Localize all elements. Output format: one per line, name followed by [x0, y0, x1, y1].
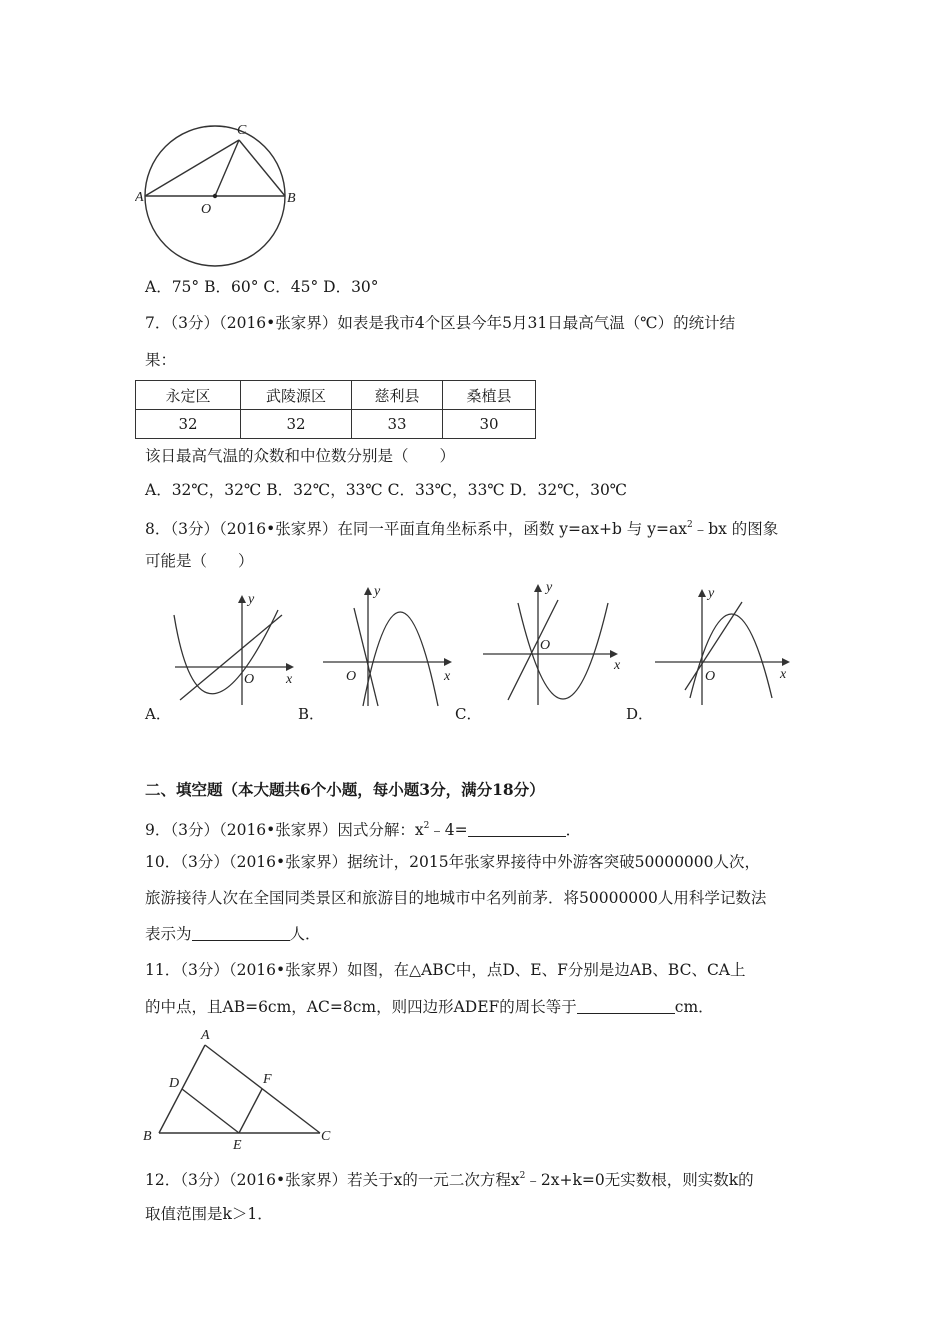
q11-line2: 的中点，且AB=6cm，AC=8cm，则四边形ADEF的周长等于 cm． — [145, 998, 714, 1016]
table-cell: 桑植县 — [443, 381, 536, 410]
q10-line3: 表示为 人． — [145, 925, 321, 943]
x-axis-label: x — [614, 658, 621, 673]
origin-label: O — [346, 669, 357, 684]
table-cell: 30 — [443, 410, 536, 439]
q12-line2: 取值范围是k＞1． — [145, 1205, 273, 1223]
point-b-label: B — [287, 191, 296, 206]
q12-line1: 12．（3分）（2016•张家界）若关于x的一元二次方程$x^2﹣2x+k=0$无实数根，则实数k的 — [145, 1171, 754, 1189]
graph-b — [318, 578, 468, 710]
table-cell: 32 — [136, 410, 241, 439]
graph-a — [160, 585, 310, 710]
point-b-label: B — [143, 1129, 152, 1144]
graph-d-label: D． — [626, 705, 654, 723]
graph-c-label: C． — [455, 705, 482, 723]
graph-b-label: B． — [298, 705, 325, 723]
point-o-label: O — [201, 202, 212, 217]
graph-a-label: A． — [145, 705, 171, 723]
temperature-table — [135, 380, 536, 439]
y-axis-label: y — [374, 584, 381, 599]
point-f-label: F — [263, 1072, 272, 1087]
point-d-label: D — [169, 1076, 180, 1091]
table-cell: 33 — [352, 410, 443, 439]
graph-d — [650, 580, 800, 710]
q10-line2: 旅游接待人次在全国同类景区和旅游目的地城市中名列前茅．将50000000人用科学记数法 — [145, 889, 767, 907]
q7-line1: 7．（3分）（2016•张家界）如表是我市4个区县今年5月31日最高气温（℃）的统计结 — [145, 314, 736, 332]
answer-blank[interactable] — [192, 940, 290, 941]
origin-label: O — [705, 669, 716, 684]
y-axis-label: y — [708, 586, 715, 601]
point-a-label: A — [201, 1028, 210, 1043]
answer-blank[interactable] — [468, 836, 566, 837]
table-row — [136, 410, 536, 439]
q11-line1: 11．（3分）（2016•张家界）如图，在△ABC中，点D、E、F分别是边AB、BC、CA上 — [145, 961, 746, 979]
q6-options: A．75° B．60° C．45° D．30° — [145, 278, 379, 296]
table-cell: 永定区 — [136, 381, 241, 410]
section-title: 二、填空题（本大题共6个小题，每小题3分，满分18分） — [145, 780, 545, 799]
y-axis-label: y — [248, 592, 255, 607]
point-c-label: C — [321, 1129, 331, 1144]
y-axis-label: y — [546, 580, 553, 595]
point-c-label: C — [237, 123, 247, 138]
q10-line1: 10．（3分）（2016•张家界）据统计，2015年张家界接待中外游客突破50000000人次， — [145, 853, 761, 871]
q9-line: 9．（3分）（2016•张家界）因式分解：$x^2﹣4=$ ． — [145, 821, 582, 839]
q8-line1: 8．（3分）（2016•张家界）在同一平面直角坐标系中，函数 y=ax+b 与 $y=ax^2﹣bx$ 的图象 — [145, 520, 779, 538]
point-a-label: A — [135, 190, 144, 205]
triangle-figure — [135, 1025, 350, 1150]
q8-line2: 可能是（ ） — [145, 552, 254, 570]
table-header-row — [136, 381, 536, 410]
table-cell: 慈利县 — [352, 381, 443, 410]
graph-c — [478, 575, 628, 710]
origin-label: O — [244, 672, 255, 687]
answer-blank[interactable] — [577, 1013, 675, 1014]
x-axis-label: x — [286, 672, 293, 687]
x-axis-label: x — [780, 667, 787, 682]
point-e-label: E — [233, 1138, 242, 1150]
q7-options: A．32℃，32℃ B．32℃，33℃ C．33℃，33℃ D．32℃，30℃ — [145, 481, 628, 499]
q7-line2: 果： — [145, 351, 177, 369]
x-axis-label: x — [444, 669, 451, 684]
q7-question: 该日最高气温的众数和中位数分别是（ ） — [145, 447, 456, 465]
table-cell: 32 — [241, 410, 352, 439]
circle-figure — [135, 118, 305, 268]
origin-label: O — [540, 638, 551, 653]
table-cell: 武陵源区 — [241, 381, 352, 410]
